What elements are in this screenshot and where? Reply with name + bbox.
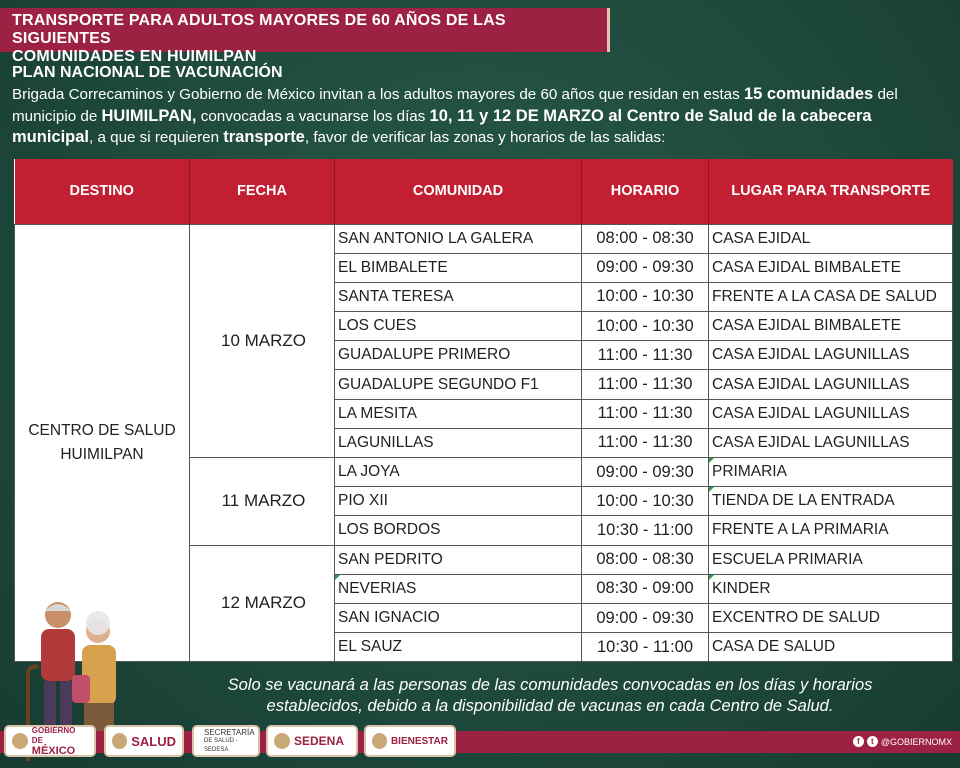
schedule-table bbox=[14, 159, 952, 662]
fecha-cell: 10 MARZO bbox=[190, 224, 335, 458]
intro-paragraph bbox=[12, 84, 957, 149]
logo-text: GOBIERNO DE bbox=[31, 726, 76, 745]
header-horario: HORARIO bbox=[582, 159, 709, 224]
fecha-cell: 11 MARZO bbox=[190, 458, 335, 546]
secretaria-salud-logo bbox=[194, 727, 258, 755]
lugar-cell: PRIMARIA bbox=[709, 458, 953, 487]
intro-text: del municipio de bbox=[12, 86, 898, 125]
horario-cell: 10:30 - 11:00 bbox=[582, 516, 709, 545]
seal-icon bbox=[112, 733, 127, 749]
comunidad-cell: LAGUNILLAS bbox=[335, 428, 582, 457]
lugar-cell: CASA EJIDAL BIMBALETE bbox=[709, 253, 953, 282]
comunidad-cell: SANTA TERESA bbox=[335, 282, 582, 311]
comunidad-cell: LOS CUES bbox=[335, 312, 582, 341]
horario-cell: 11:00 - 11:30 bbox=[582, 370, 709, 399]
logo-text: DE SALUD - SEDESA bbox=[204, 737, 238, 753]
logo-text: BIENESTAR bbox=[390, 735, 448, 747]
footer-note bbox=[140, 675, 960, 716]
header-fecha: FECHA bbox=[190, 159, 335, 224]
twitter-icon[interactable]: t bbox=[867, 736, 878, 747]
intro-text: , favor de verificar las zonas y horarios de las salidas: bbox=[304, 129, 666, 146]
header-destino: DESTINO bbox=[15, 159, 190, 224]
horario-cell: 08:00 - 08:30 bbox=[582, 545, 709, 574]
comunidad-cell: LA MESITA bbox=[335, 399, 582, 428]
horario-cell: 10:00 - 10:30 bbox=[582, 282, 709, 311]
comunidad-cell: NEVERIAS bbox=[335, 574, 582, 603]
comunidad-cell: LA JOYA bbox=[335, 458, 582, 487]
destino-line-1: CENTRO DE SALUD bbox=[28, 421, 176, 439]
logo-text: SEDENA bbox=[294, 734, 345, 748]
seal-icon bbox=[12, 733, 28, 749]
horario-cell: 09:00 - 09:30 bbox=[582, 603, 709, 632]
intro-text: Brigada Correcaminos y Gobierno de México invitan a los adultos mayores de 60 años que residan en estas bbox=[12, 86, 744, 103]
horario-cell: 09:00 - 09:30 bbox=[582, 458, 709, 487]
lugar-cell: ESCUELA PRIMARIA bbox=[709, 545, 953, 574]
table-header-row bbox=[15, 159, 953, 224]
social-handle-text: @GOBIERNOMX bbox=[880, 736, 952, 747]
fecha-cell: 12 MARZO bbox=[190, 545, 335, 662]
intro-bold: 10, 11 y 12 DE MARZO al Centro de Salud de la cabecera municipal bbox=[12, 106, 872, 146]
salud-logo bbox=[106, 727, 182, 755]
comunidad-cell: SAN PEDRITO bbox=[335, 545, 582, 574]
comunidad-cell: SAN IGNACIO bbox=[335, 603, 582, 632]
lugar-cell: CASA EJIDAL BIMBALETE bbox=[709, 312, 953, 341]
header-lugar: LUGAR PARA TRANSPORTE bbox=[709, 159, 953, 224]
intro-bold: 15 comunidades bbox=[743, 85, 874, 103]
intro-text: , a que si requieren bbox=[89, 129, 224, 146]
intro-text: convocadas a vacunarse los días bbox=[196, 107, 430, 125]
lugar-cell: FRENTE A LA PRIMARIA bbox=[709, 516, 953, 545]
lugar-cell: CASA DE SALUD bbox=[709, 633, 953, 662]
plan-title: PLAN NACIONAL DE VACUNACIÓN bbox=[12, 64, 283, 81]
destino-line-2: HUIMILPAN bbox=[60, 445, 144, 463]
lugar-cell: CASA EJIDAL LAGUNILLAS bbox=[709, 399, 953, 428]
intro-bold: transporte bbox=[223, 128, 305, 146]
horario-cell: 11:00 - 11:30 bbox=[582, 428, 709, 457]
horario-cell: 08:30 - 09:00 bbox=[582, 574, 709, 603]
logo-text: MÉXICO bbox=[31, 745, 76, 757]
banner-line-2: COMUNIDADES EN HUIMILPAN bbox=[12, 48, 257, 65]
horario-cell: 10:30 - 11:00 bbox=[582, 633, 709, 662]
logo-text: SECRETARÍA bbox=[204, 727, 255, 737]
header-comunidad: COMUNIDAD bbox=[335, 159, 582, 224]
table-row bbox=[15, 224, 953, 253]
horario-cell: 09:00 - 09:30 bbox=[582, 253, 709, 282]
comunidad-cell: GUADALUPE SEGUNDO F1 bbox=[335, 370, 582, 399]
comunidad-cell: PIO XII bbox=[335, 487, 582, 516]
banner-line-1: TRANSPORTE PARA ADULTOS MAYORES DE 60 AÑOS DE LAS SIGUIENTES bbox=[12, 12, 506, 47]
lugar-cell: CASA EJIDAL LAGUNILLAS bbox=[709, 370, 953, 399]
seal-icon bbox=[274, 733, 290, 749]
top-banner bbox=[0, 8, 610, 65]
lugar-cell: CASA EJIDAL LAGUNILLAS bbox=[709, 341, 953, 370]
horario-cell: 10:00 - 10:30 bbox=[582, 312, 709, 341]
social-handles bbox=[853, 736, 952, 747]
horario-cell: 11:00 - 11:30 bbox=[582, 341, 709, 370]
comunidad-cell: EL BIMBALETE bbox=[335, 253, 582, 282]
comunidad-cell: SAN ANTONIO LA GALERA bbox=[335, 224, 582, 253]
comunidad-cell: LOS BORDOS bbox=[335, 516, 582, 545]
facebook-icon[interactable]: f bbox=[853, 736, 864, 747]
lugar-cell: EXCENTRO DE SALUD bbox=[709, 603, 953, 632]
comunidad-cell: GUADALUPE PRIMERO bbox=[335, 341, 582, 370]
lugar-cell: CASA EJIDAL LAGUNILLAS bbox=[709, 428, 953, 457]
horario-cell: 11:00 - 11:30 bbox=[582, 399, 709, 428]
seal-icon bbox=[372, 733, 387, 749]
horario-cell: 08:00 - 08:30 bbox=[582, 224, 709, 253]
logo-text: SALUD bbox=[131, 733, 176, 749]
sedena-logo bbox=[268, 727, 356, 755]
horario-cell: 10:00 - 10:30 bbox=[582, 487, 709, 516]
lugar-cell: CASA EJIDAL bbox=[709, 224, 953, 253]
comunidad-cell: EL SAUZ bbox=[335, 633, 582, 662]
footer-note-line-1: Solo se vacunará a las personas de las comunidades convocadas en los días y horarios bbox=[227, 676, 873, 694]
lugar-cell: KINDER bbox=[709, 574, 953, 603]
gobierno-mexico-logo bbox=[6, 727, 94, 755]
bienestar-logo bbox=[366, 727, 454, 755]
lugar-cell: FRENTE A LA CASA DE SALUD bbox=[709, 282, 953, 311]
intro-bold: HUIMILPAN, bbox=[101, 106, 197, 125]
footer-note-line-2: establecidos, debido a la disponibilidad de vacunas en cada Centro de Salud. bbox=[266, 696, 834, 715]
lugar-cell: TIENDA DE LA ENTRADA bbox=[709, 487, 953, 516]
